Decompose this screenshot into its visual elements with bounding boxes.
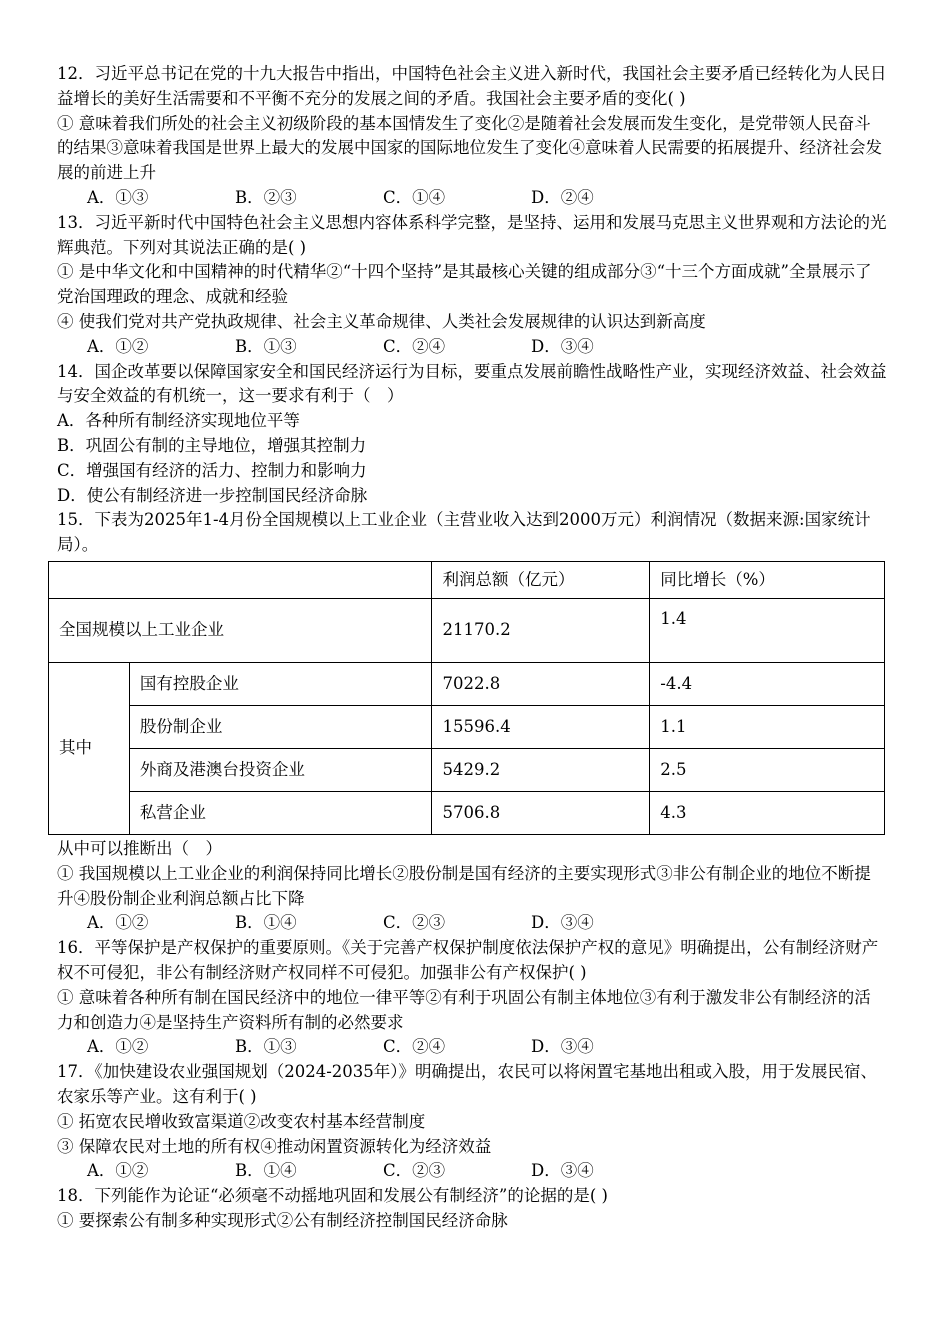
option-c: C．②③ <box>383 913 446 933</box>
table-row <box>49 705 885 748</box>
row-profit: 5706.8 <box>432 791 650 834</box>
option-c: C．①④ <box>383 187 446 207</box>
option-b: B．①③ <box>235 1037 297 1057</box>
row-profit: 21170.2 <box>432 598 650 662</box>
q13-stem: 13．习近平新时代中国特色社会主义思想内容体系科学完整，是坚持、运用和发展马克思主义世界观和方法论的光辉典范。下列对其说法正确的是( ) <box>57 212 887 257</box>
q14-stem: 14．国企改革要以保障国家安全和国民经济运行为目标，要重点发展前瞻性战略性产业，实现经济效益、社会效益与安全效益的有机统一，这一要求有利于（ ） <box>57 361 887 406</box>
q13-statement-1: ① 是中华文化和中国精神的时代精华②“十四个坚持”是其最核心关键的组成部分③“十三个方面成就”全景展示了党治国理政的理念、成就和经验 <box>57 262 872 307</box>
option-b: B．①④ <box>235 913 297 933</box>
option-a: A．①② <box>87 1161 149 1181</box>
table-row <box>49 748 885 791</box>
table-row <box>49 662 885 705</box>
option-d: D．③④ <box>531 336 594 356</box>
q18-stem: 18．下列能作为论证“必须毫不动摇地巩固和发展公有制经济”的论据的是( ) <box>57 1186 608 1206</box>
table-row <box>49 791 885 834</box>
q17-stem: 17．《加快建设农业强国规划（2024-2035年）》明确提出，农民可以将闲置宅基地出租或入股，用于发展民宿、农家乐等产业。这有利于( ) <box>57 1062 878 1106</box>
table-header-growth: 同比增长（%） <box>650 561 885 598</box>
q14-choice-d: D．使公有制经济进一步控制国民经济命脉 <box>57 485 368 505</box>
q15-stem: 15．下表为2025年1-4月份全国规模以上工业企业（主营业收入达到2000万元）利润情况（数据来源:国家统计局）。 <box>57 510 871 555</box>
option-a: A．①② <box>87 336 149 356</box>
q18-statement-1: ① 要探索公有制多种实现形式②公有制经济控制国民经济命脉 <box>57 1210 508 1230</box>
option-c: C．②④ <box>383 336 446 356</box>
q14-choice-c: C．增强国有经济的活力、控制力和影响力 <box>57 460 367 480</box>
q14-choice-b: B．巩固公有制的主导地位，增强其控制力 <box>57 435 367 455</box>
q17-statement-1: ① 拓宽农民增收致富渠道②改变农村基本经营制度 <box>57 1111 426 1131</box>
option-d: D．②④ <box>531 187 594 207</box>
q14-choice-a: A．各种所有制经济实现地位平等 <box>57 411 300 431</box>
q15-after: 从中可以推断出（ ） <box>57 838 222 858</box>
row-label: 股份制企业 <box>129 705 432 748</box>
option-c: C．②④ <box>383 1037 446 1057</box>
row-growth: 4.3 <box>650 791 885 834</box>
table-row <box>49 598 885 662</box>
row-growth: -4.4 <box>650 662 885 705</box>
row-label: 国有控股企业 <box>129 662 432 705</box>
row-growth: 1.4 <box>650 598 885 662</box>
option-a: A．①② <box>87 913 149 933</box>
option-a: A．①③ <box>87 187 149 207</box>
q16-stem: 16．平等保护是产权保护的重要原则。《关于完善产权保护制度依法保护产权的意见》明确提出，公有制经济财产权不可侵犯，非公有制经济财产权同样不可侵犯。加强非公有产权保护( ) <box>57 938 879 982</box>
q12-stem: 12．习近平总书记在党的十九大报告中指出，中国特色社会主义进入新时代，我国社会主要矛盾已经转化为人民日益增长的美好生活需要和不平衡不充分的发展之间的矛盾。我国社会主要矛盾的变化( ) <box>57 64 887 108</box>
table-header-row <box>49 561 885 598</box>
q15-statements: ① 我国规模以上工业企业的利润保持同比增长②股份制是国有经济的主要实现形式③非公有制企业的地位不断提升④股份制企业利润总额占比下降 <box>57 863 871 908</box>
q17-options <box>57 1159 887 1184</box>
row-profit: 7022.8 <box>432 662 650 705</box>
q12-options <box>57 186 887 211</box>
q15-options <box>57 911 887 936</box>
row-label: 私营企业 <box>129 791 432 834</box>
row-label: 外商及港澳台投资企业 <box>129 748 432 791</box>
option-c: C．②③ <box>383 1161 446 1181</box>
row-label: 全国规模以上工业企业 <box>49 598 432 662</box>
option-d: D．③④ <box>531 913 594 933</box>
table-header-profit: 利润总额（亿元） <box>432 561 650 598</box>
option-b: B．①④ <box>235 1161 297 1181</box>
option-d: D．③④ <box>531 1161 594 1181</box>
row-profit: 15596.4 <box>432 705 650 748</box>
q16-options <box>57 1035 887 1060</box>
q16-statements: ① 意味着各种所有制在国民经济中的地位一律平等②有利于巩固公有制主体地位③有利于激发非公有制经济的活力和创造力④是坚持生产资料所有制的必然要求 <box>57 987 871 1032</box>
option-a: A．①② <box>87 1037 149 1057</box>
table-header-blank <box>49 561 432 598</box>
option-d: D．③④ <box>531 1037 594 1057</box>
q12-statements: ① 意味着我们所处的社会主义初级阶段的基本国情发生了变化②是随着社会发展而发生变化，是党带领人民奋斗的结果③意味着我国是世界上最大的发展中国家的国际地位发生了变化④意味着人民需要的拓展提升、经济社会发展的前进上升 <box>57 113 882 183</box>
row-growth: 2.5 <box>650 748 885 791</box>
document-page <box>57 62 887 1234</box>
row-profit: 5429.2 <box>432 748 650 791</box>
row-growth: 1.1 <box>650 705 885 748</box>
q13-statement-2: ④ 使我们党对共产党执政规律、社会主义革命规律、人类社会发展规律的认识达到新高度 <box>57 311 706 331</box>
profit-table <box>48 561 885 835</box>
option-b: B．①③ <box>235 336 297 356</box>
q13-options <box>57 335 887 360</box>
q17-statement-2: ③ 保障农民对土地的所有权④推动闲置资源转化为经济效益 <box>57 1136 492 1156</box>
group-label: 其中 <box>49 662 130 834</box>
option-b: B．②③ <box>235 187 297 207</box>
